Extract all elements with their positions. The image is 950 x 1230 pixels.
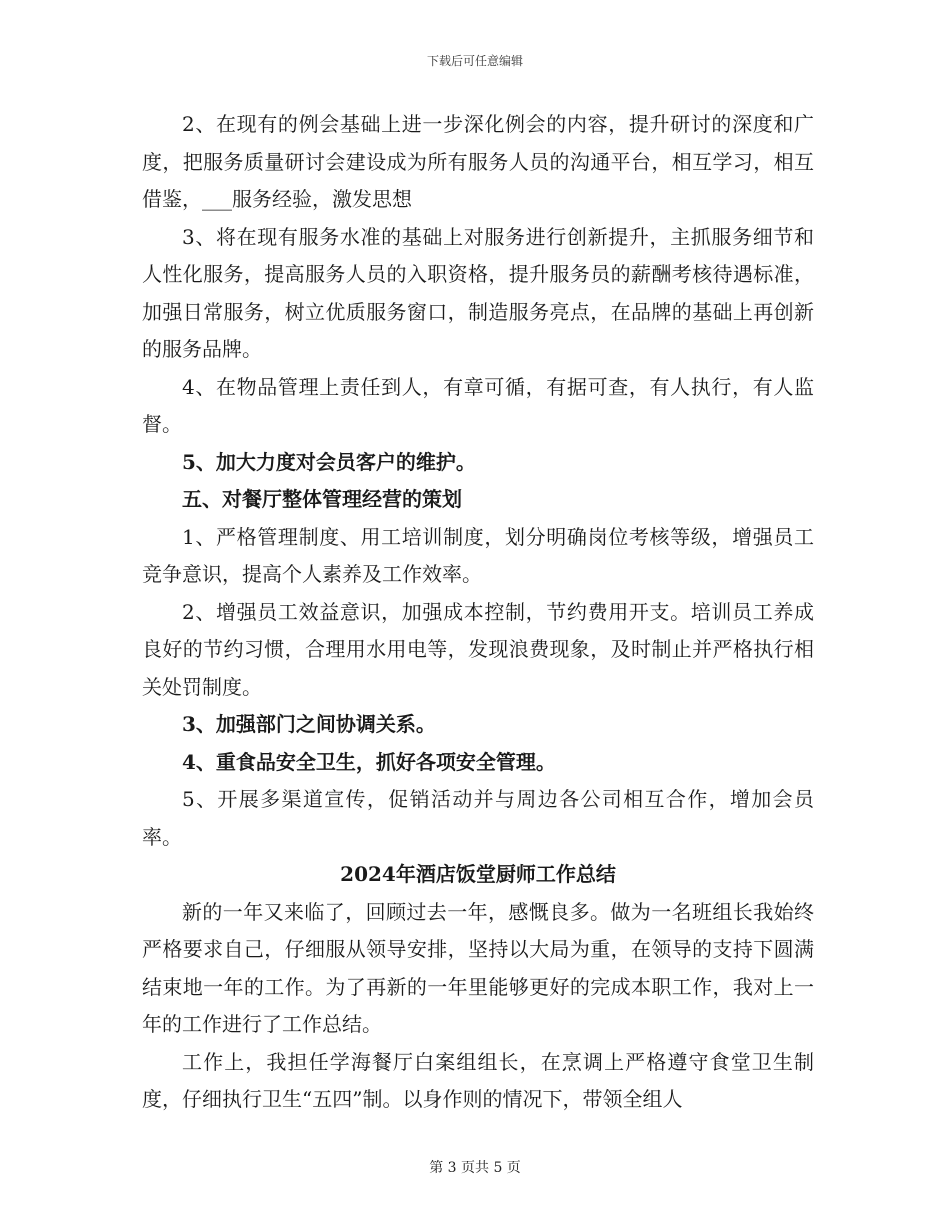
paragraph: 2、增强员工效益意识，加强成本控制，节约费用开支。培训员工养成良好的节约习惯，合理用水用电等，发现浪费现象，及时制止并严格执行相关处罚制度。 (142, 599, 814, 699)
section-heading: 五、对餐厅整体管理经营的策划 (182, 487, 462, 511)
paragraph: 1、严格管理制度、用工培训制度，划分明确岗位考核等级，增强员工竞争意识，提高个人素养及工作效率。 (142, 524, 814, 586)
bold-paragraph: 3、加强部门之间协调关系。 (182, 712, 436, 736)
paragraph: 工作上，我担任学海餐厅白案组组长，在烹调上严格遵守食堂卫生制度，仔细执行卫生“五四”制。以身作则的情况下，带领全组人 (142, 1049, 814, 1111)
bold-paragraph: 4、重食品安全卫生，抓好各项安全管理。 (182, 749, 556, 774)
paragraph: 4、在物品管理上责任到人，有章可循，有据可查，有人执行，有人监督。 (142, 374, 814, 436)
bold-paragraph: 5、加大力度对会员客户的维护。 (182, 449, 476, 474)
page-header: 下载后可任意编辑 (426, 54, 523, 68)
paragraph: 新的一年又来临了，回顾过去一年，感慨良多。做为一名班组长我始终严格要求自己，仔细服从领导安排，坚持以大局为重，在领导的支持下圆满结束地一年的工作。为了再新的一年里能够更好的完成本职工作，我对上一年的工作进行了工作总结。 (142, 899, 814, 1036)
document-body (142, 106, 814, 1119)
page-footer: 第 3 页共 5 页 (429, 1160, 521, 1176)
paragraph: 2、在现有的例会基础上进一步深化例会的内容，提升研讨的深度和广度，把服务质量研讨会建设成为所有服务人员的沟通平台，相互学习，相互借鉴，___服务经验，激发思想 (142, 112, 814, 211)
paragraph: 3、将在现有服务水准的基础上对服务进行创新提升，主抓服务细节和人性化服务，提高服务人员的入职资格，提升服务员的薪酬考核待遇标准，加强日常服务，树立优质服务窗口，制造服务亮点，在品牌的基础上再创新的服务品牌。 (142, 224, 814, 361)
paragraph: 5、开展多渠道宣传，促销活动并与周边各公司相互合作，增加会员率。 (142, 787, 814, 849)
document-title: 2024年酒店饭堂厨师工作总结 (340, 862, 616, 886)
